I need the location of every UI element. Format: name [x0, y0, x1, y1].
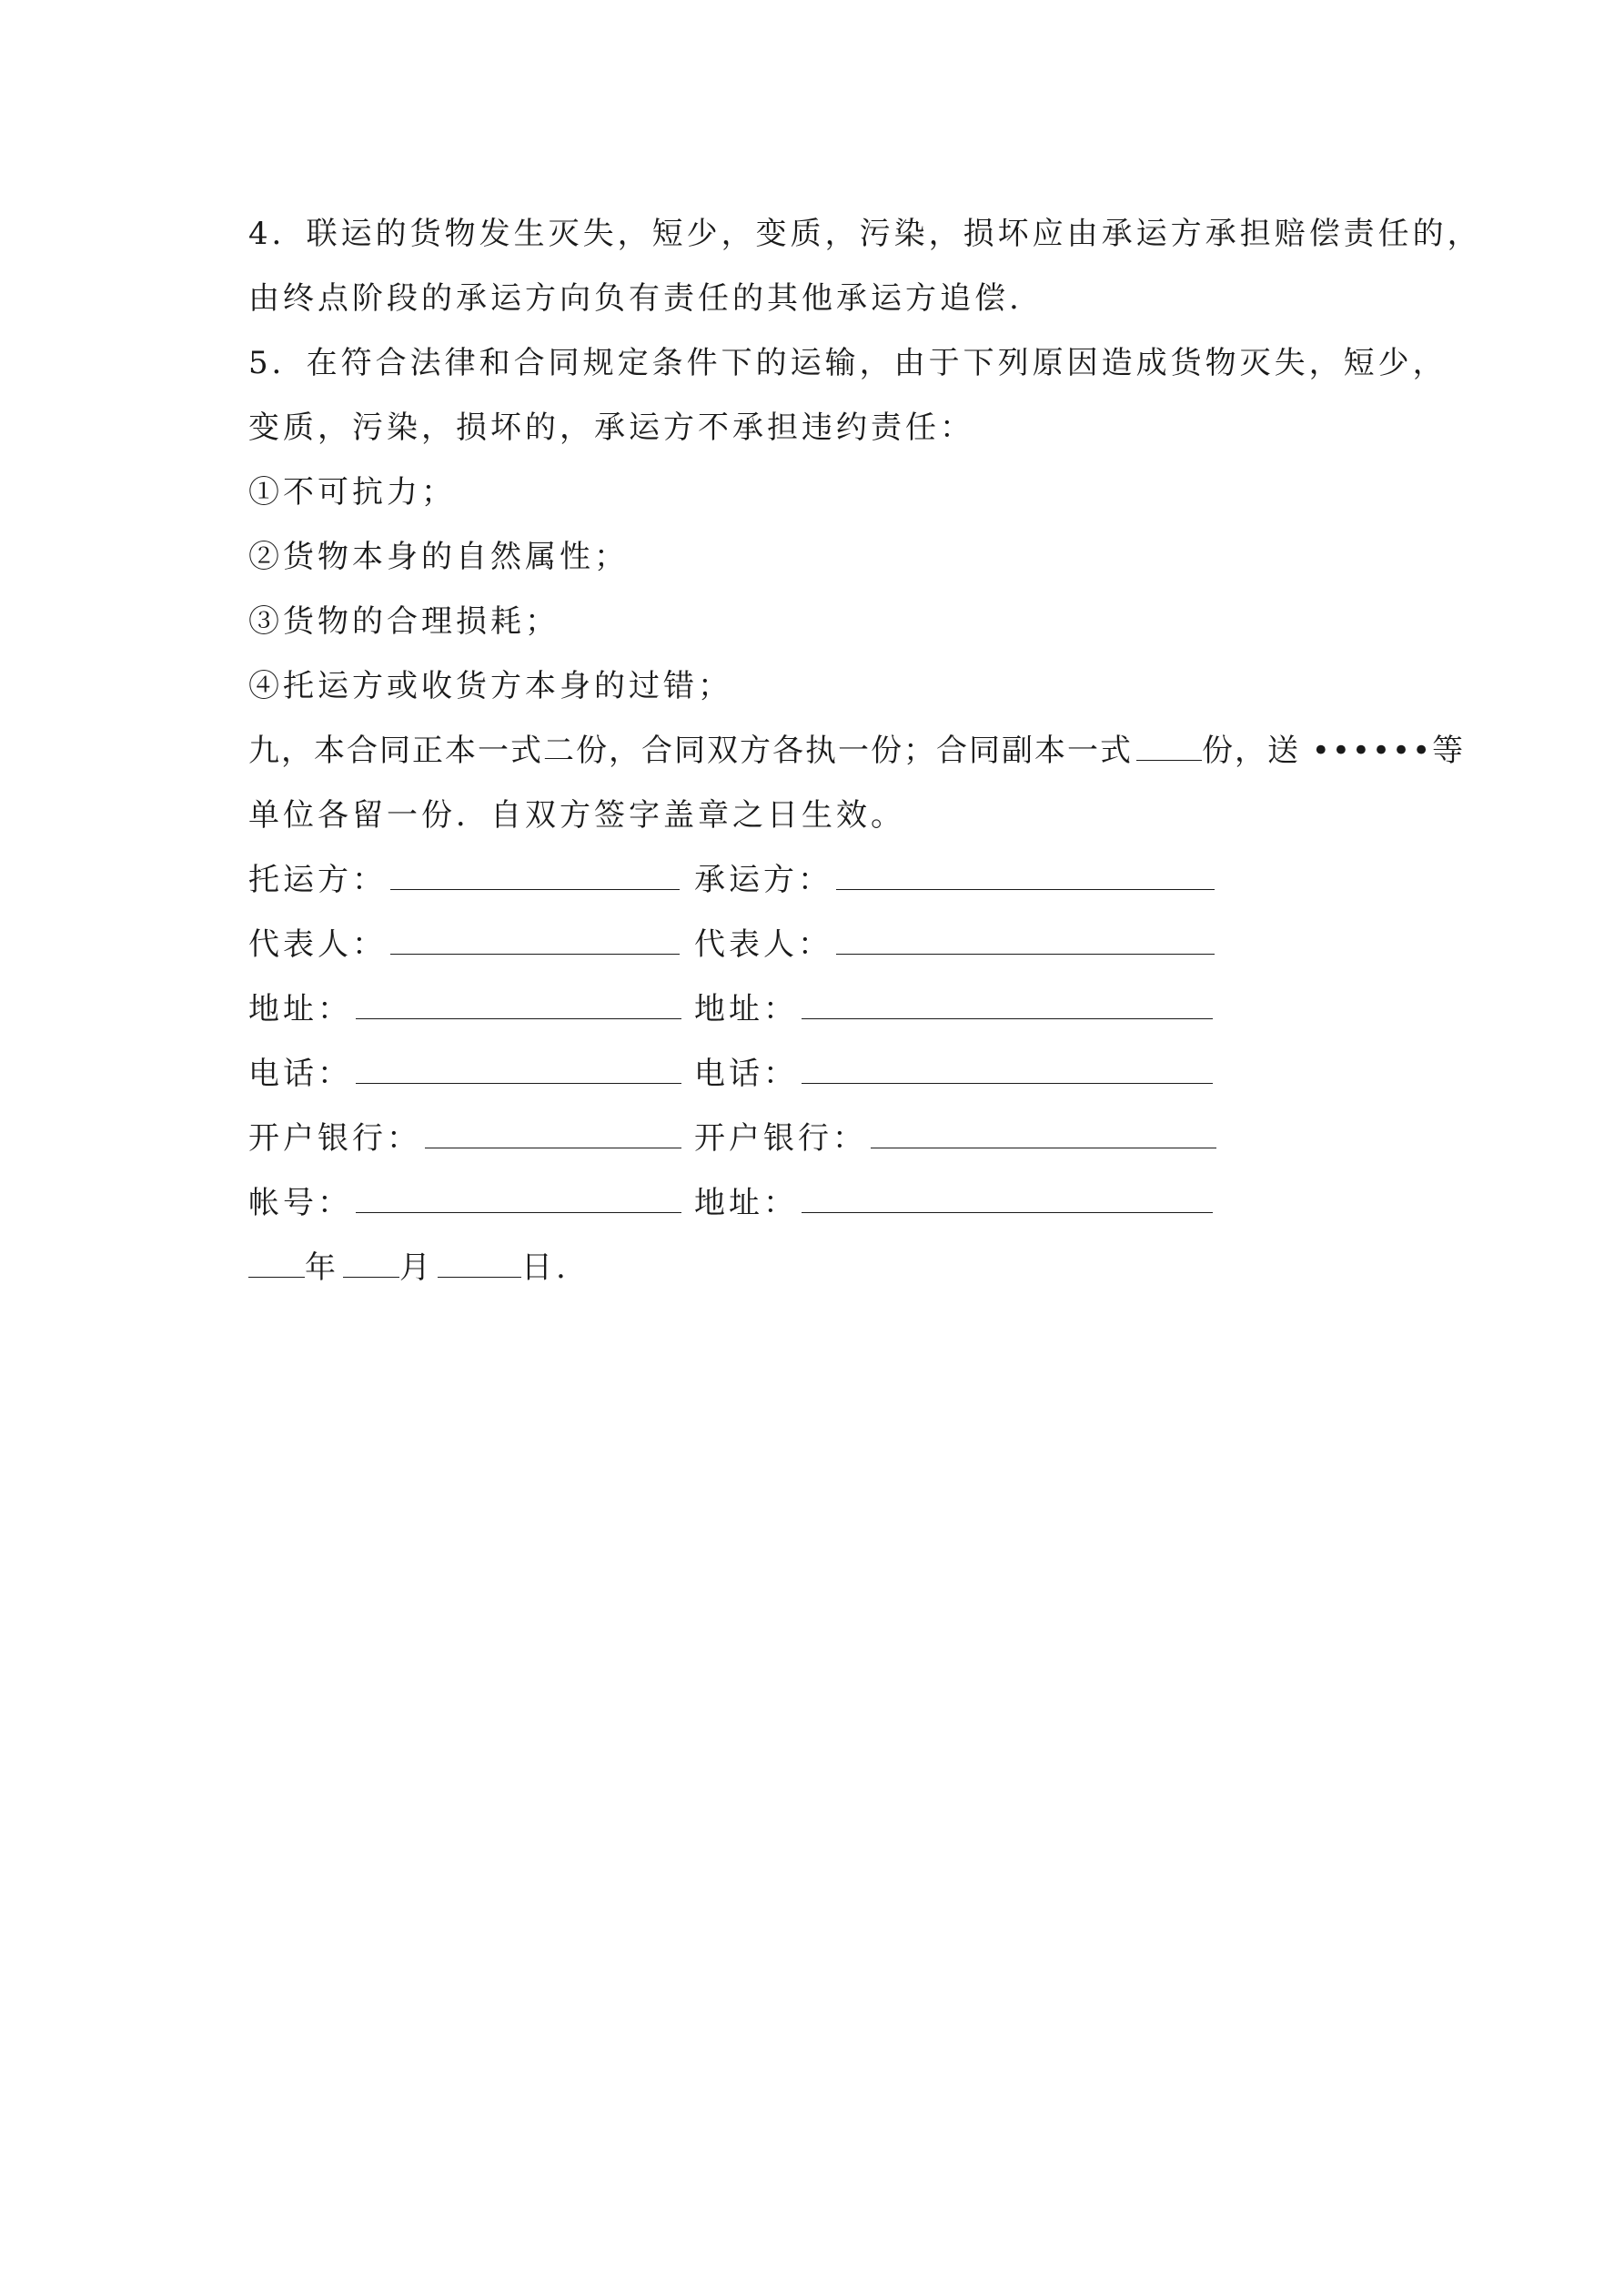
- shipper-rep-field: [248, 913, 680, 977]
- carrier-account-address-field: [694, 1171, 1213, 1236]
- carrier-rep-field: [694, 913, 1215, 977]
- signature-row-bank: [248, 1107, 1386, 1171]
- carrier-phone-label: 电话：: [694, 1056, 798, 1092]
- exemption-item-1: ①不可抗力；: [248, 474, 456, 511]
- year-blank[interactable]: [248, 1237, 305, 1278]
- shipper-account-field: [248, 1171, 681, 1236]
- clause-9-line-1: [248, 719, 1466, 784]
- shipper-address-field: [248, 977, 681, 1042]
- shipper-account-blank[interactable]: [356, 1172, 681, 1213]
- carrier-blank[interactable]: [836, 849, 1215, 890]
- carrier-rep-label: 代表人：: [694, 926, 832, 963]
- shipper-address-label: 地址：: [248, 991, 352, 1027]
- carrier-phone-field: [694, 1042, 1213, 1107]
- carrier-field: [694, 848, 1215, 913]
- day-label: 日.: [521, 1249, 570, 1286]
- carrier-rep-blank[interactable]: [836, 914, 1215, 955]
- exemption-item-2: ②货物本身的自然属性；: [248, 539, 629, 575]
- shipper-label: 托运方：: [248, 862, 387, 898]
- signature-row-representative: [248, 913, 1386, 977]
- carrier-bank-label: 开户银行：: [694, 1120, 867, 1157]
- shipper-bank-field: [248, 1107, 681, 1171]
- month-label: 月: [399, 1249, 434, 1286]
- signature-row-phone: [248, 1042, 1386, 1107]
- carrier-address-field: [694, 977, 1213, 1042]
- signature-row-shipper: [248, 848, 1386, 913]
- carrier-account-address-blank[interactable]: [802, 1172, 1213, 1213]
- shipper-phone-label: 电话：: [248, 1056, 352, 1092]
- clause-5-line-2: 变质，污染，损坏的，承运方不承担违约责任：: [248, 410, 974, 446]
- signature-row-account: [248, 1171, 1386, 1236]
- clause-5-line-1: 5．在符合法律和合同规定条件下的运输，由于下列原因造成货物灭失，短少，: [248, 345, 1447, 381]
- carrier-label: 承运方：: [694, 862, 832, 898]
- clause-4-line-1: 4．联运的货物发生灭失，短少，变质，污染，损坏应由承运方承担赔偿责任的，: [248, 216, 1482, 252]
- carrier-account-address-label: 地址：: [694, 1185, 798, 1221]
- day-blank[interactable]: [438, 1237, 521, 1278]
- carrier-address-blank[interactable]: [802, 978, 1213, 1019]
- year-label: 年: [305, 1249, 339, 1286]
- shipper-phone-blank[interactable]: [356, 1043, 681, 1084]
- clause-9-text-b: 份，送 ••••••等: [1202, 733, 1466, 769]
- shipper-address-blank[interactable]: [356, 978, 681, 1019]
- clause-9-line-2: 单位各留一份．自双方签字盖章之日生效。: [248, 797, 905, 834]
- shipper-bank-label: 开户银行：: [248, 1120, 421, 1157]
- carrier-address-label: 地址：: [694, 991, 798, 1027]
- month-blank[interactable]: [343, 1237, 399, 1278]
- carrier-phone-blank[interactable]: [802, 1043, 1213, 1084]
- shipper-account-label: 帐号：: [248, 1185, 352, 1221]
- shipper-rep-label: 代表人：: [248, 926, 387, 963]
- document-content: [248, 202, 1482, 1300]
- carrier-bank-blank[interactable]: [871, 1108, 1216, 1148]
- shipper-bank-blank[interactable]: [425, 1108, 681, 1148]
- signature-row-address: [248, 977, 1386, 1042]
- carrier-bank-field: [694, 1107, 1216, 1171]
- exemption-item-3: ③货物的合理损耗；: [248, 603, 560, 640]
- clause-4-line-2: 由终点阶段的承运方向负有责任的其他承运方追偿.: [248, 280, 1023, 317]
- copies-blank[interactable]: [1136, 720, 1202, 761]
- shipper-blank[interactable]: [390, 849, 680, 890]
- shipper-phone-field: [248, 1042, 681, 1107]
- clause-9-text-a: 九，本合同正本一式二份，合同双方各执一份；合同副本一式: [248, 733, 1133, 769]
- shipper-field: [248, 848, 680, 913]
- shipper-rep-blank[interactable]: [390, 914, 680, 955]
- date-line: [248, 1236, 1386, 1300]
- exemption-item-4: ④托运方或收货方本身的过错；: [248, 668, 732, 704]
